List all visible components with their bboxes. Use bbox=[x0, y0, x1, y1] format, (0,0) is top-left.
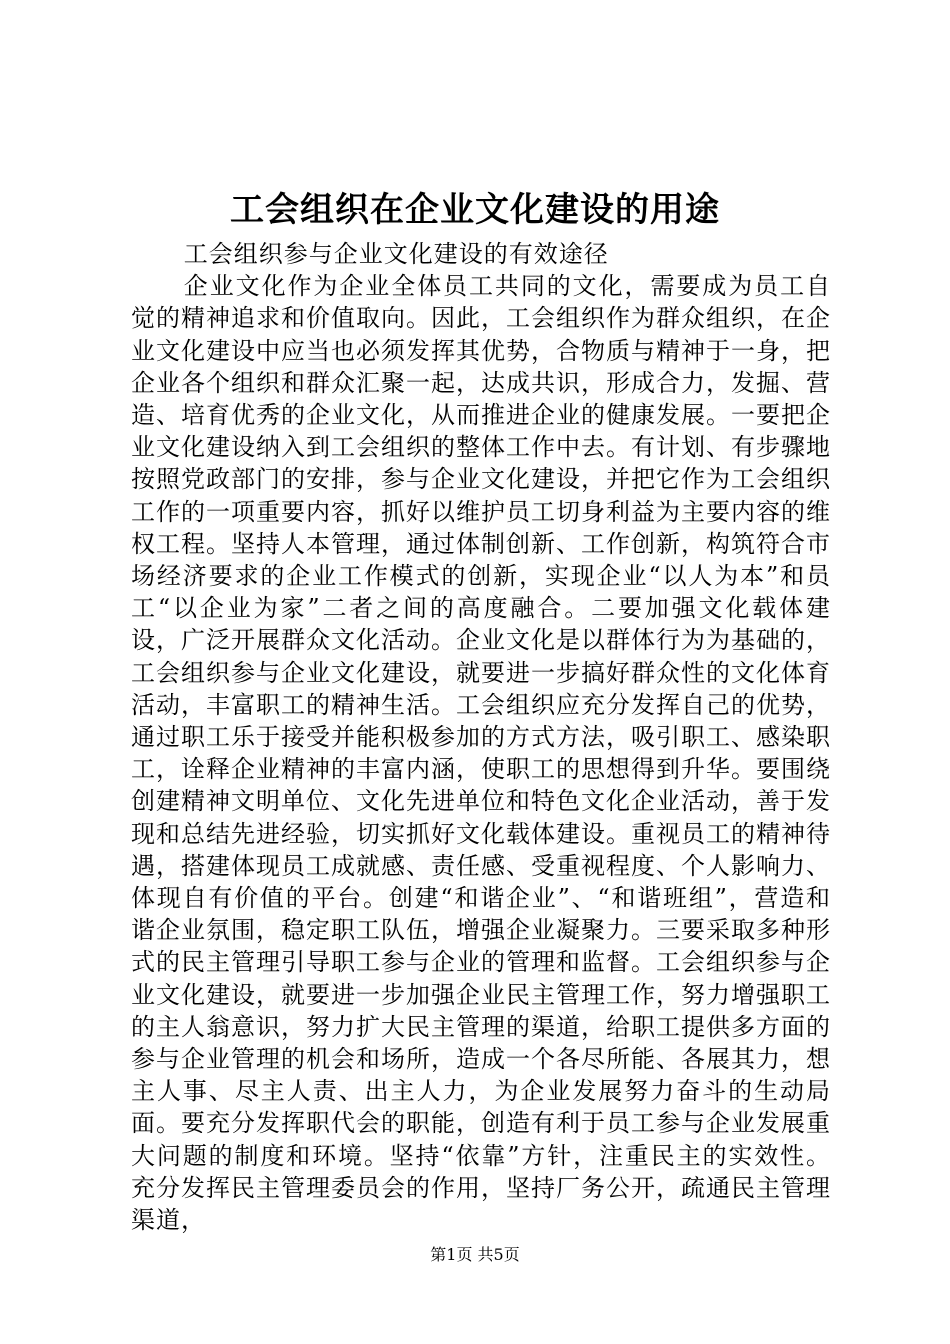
body-paragraph: 企业文化作为企业全体员工共同的文化，需要成为员工自觉的精神追求和价值取向。因此，工会组织作为群众组织，在企业文化建设中应当也必须发挥其优势，合物质与精神于一身，把企业各个组织和群众汇聚一起，达成共识，形成合力，发掘、营造、培育优秀的企业文化，从而推进企业的健康发展。一要把企业文化建设纳入到工会组织的整体工作中去。有计划、有步骤地按照党政部门的安排，参与企业文化建设，并把它作为工会组织工作的一项重要内容，抓好以维护员工切身利益为主要内容的维权工程。坚持人本管理，通过体制创新、工作创新，构筑符合市场经济要求的企业工作模式的创新，实现企业“以人为本”和员工“以企业为家”二者之间的高度融合。二要加强文化载体建设，广泛开展群众文化活动。企业文化是以群体行为为基础的，工会组织参与企业文化建设，就要进一步搞好群众性的文化体育活动，丰富职工的精神生活。工会组织应充分发挥自己的优势，通过职工乐于接受并能积极参加的方式方法，吸引职工、感染职工，诠释企业精神的丰富内涵，使职工的思想得到升华。要围绕创建精神文明单位、文化先进单位和特色文化企业活动，善于发现和总结先进经验，切实抓好文化载体建设。重视员工的精神待遇，搭建体现员工成就感、责任感、受重视程度、个人影响力、体现自有价值的平台。创建“和谐企业”、“和谐班组”，营造和谐企业氛围，稳定职工队伍，增强企业凝聚力。三要采取多种形式的民主管理引导职工参与企业的管理和监督。工会组织参与企业文化建设，就要进一步加强企业民主管理工作，努力增强职工的主人翁意识，努力扩大民主管理的渠道，给职工提供多方面的参与企业管理的机会和场所，造成一个各尽所能、各展其力，想主人事、尽主人责、出主人力，为企业发展努力奋斗的生动局面。要充分发挥职代会的职能，创造有利于员工参与企业发展重大问题的制度和环境。坚持“依靠”方针，注重民主的实效性。充分发挥民主管理委员会的作用，坚持厂务公开，疏通民主管理渠道， bbox=[131, 272, 831, 1235]
page-footer: 第1页 共5页 bbox=[430, 1245, 520, 1264]
document-body bbox=[131, 238, 831, 1236]
document-title: 工会组织在企业文化建设的用途 bbox=[230, 190, 720, 230]
section-heading: 工会组织参与企业文化建设的有效途径 bbox=[183, 240, 609, 268]
